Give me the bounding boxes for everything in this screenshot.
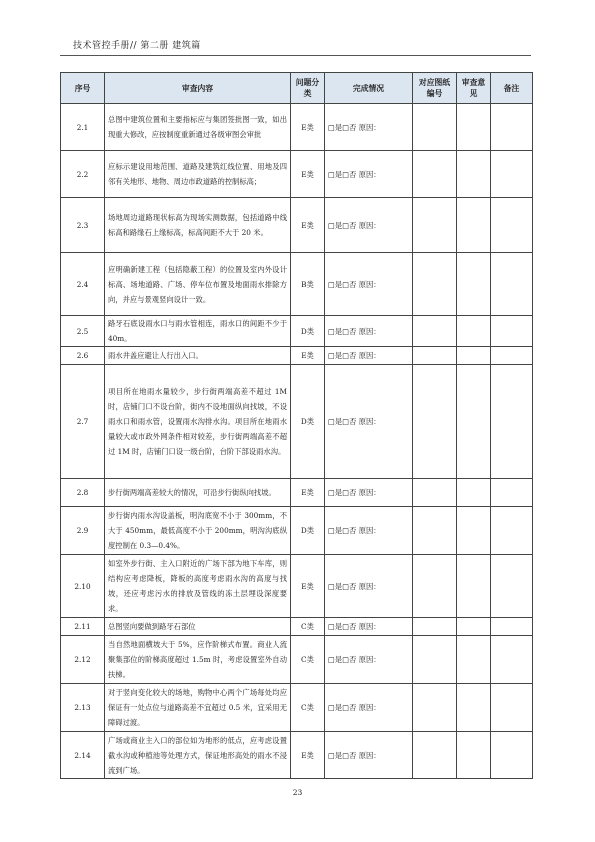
remarks-cell[interactable] xyxy=(491,555,533,618)
drawing-number-cell[interactable] xyxy=(413,365,457,479)
drawing-number-cell[interactable] xyxy=(413,684,457,732)
review-opinion-cell[interactable] xyxy=(457,684,491,732)
table-row xyxy=(61,253,533,316)
completion-status[interactable]: □是□否 原因： xyxy=(325,732,413,779)
remarks-cell[interactable] xyxy=(491,104,533,151)
item-content: 雨水井盖应避让人行出入口。 xyxy=(105,347,291,365)
remarks-cell[interactable] xyxy=(491,316,533,347)
completion-status[interactable]: □是□否 原因： xyxy=(325,151,413,198)
review-opinion-cell[interactable] xyxy=(457,253,491,316)
col-header-remarks: 备注 xyxy=(491,73,533,104)
completion-status[interactable]: □是□否 原因： xyxy=(325,316,413,347)
item-number: 2.11 xyxy=(61,618,105,636)
table-row xyxy=(61,198,533,253)
remarks-cell[interactable] xyxy=(491,347,533,365)
problem-category: E类 xyxy=(291,151,325,198)
review-table xyxy=(60,72,533,779)
item-number: 2.9 xyxy=(61,507,105,555)
review-opinion-cell[interactable] xyxy=(457,732,491,779)
item-content: 如室外步行街、主入口附近的广场下部为地下车库，则结构应考虑降板，降板的高度考虑雨水沟的高度与找坡，还应考虑污水的排放及管线的冻土层埋设深度要求。 xyxy=(105,555,291,618)
table-row xyxy=(61,636,533,684)
table-row xyxy=(61,316,533,347)
problem-category: D类 xyxy=(291,316,325,347)
item-content: 总图中建筑位置和主要指标应与集团签批图一致，如出现重大修改，应按制度重新通过各级审图会审批 xyxy=(105,104,291,151)
remarks-cell[interactable] xyxy=(491,636,533,684)
table-row xyxy=(61,684,533,732)
problem-category: E类 xyxy=(291,555,325,618)
problem-category: E类 xyxy=(291,104,325,151)
drawing-number-cell[interactable] xyxy=(413,732,457,779)
item-content: 项目所在地雨水量较少，步行街两端高差不超过 1M 时，店铺门口不设台阶，街内不设地面纵向找坡，不设雨水口和雨水管，设置雨水沟排水沟。项目所在地雨水量较大或市政外网条件相对较差，步行街两端高差不超过 1M 时，店铺门口设一级台阶，台阶下部设雨水沟。 xyxy=(105,365,291,479)
running-header: 技术管控手册// 第二册 建筑篇 xyxy=(73,41,201,51)
completion-status[interactable]: □是□否 原因： xyxy=(325,618,413,636)
remarks-cell[interactable] xyxy=(491,151,533,198)
remarks-cell[interactable] xyxy=(491,365,533,479)
table-row xyxy=(61,479,533,507)
problem-category: C类 xyxy=(291,618,325,636)
drawing-number-cell[interactable] xyxy=(413,555,457,618)
completion-status[interactable]: □是□否 原因： xyxy=(325,479,413,507)
completion-status[interactable]: □是□否 原因： xyxy=(325,347,413,365)
completion-status[interactable]: □是□否 原因： xyxy=(325,253,413,316)
problem-category: E类 xyxy=(291,347,325,365)
item-number: 2.7 xyxy=(61,365,105,479)
item-content: 当自然地面横坡大于 5%，应作阶梯式布置。商业人流聚集部位的阶梯高度超过 1.5m 时，考虑设置室外自动扶梯。 xyxy=(105,636,291,684)
item-number: 2.6 xyxy=(61,347,105,365)
col-header-opinion: 审查意见 xyxy=(457,73,491,104)
item-number: 2.4 xyxy=(61,253,105,316)
table-row xyxy=(61,732,533,779)
item-number: 2.10 xyxy=(61,555,105,618)
item-number: 2.13 xyxy=(61,684,105,732)
review-opinion-cell[interactable] xyxy=(457,365,491,479)
problem-category: C类 xyxy=(291,684,325,732)
col-header-number: 序号 xyxy=(61,73,105,104)
remarks-cell[interactable] xyxy=(491,253,533,316)
problem-category: E类 xyxy=(291,732,325,779)
remarks-cell[interactable] xyxy=(491,684,533,732)
problem-category: D类 xyxy=(291,507,325,555)
item-number: 2.14 xyxy=(61,732,105,779)
item-content: 应明确新建工程（包括隐蔽工程）的位置及室内外设计标高、场地道路、广场、停车位布置及地面雨水排除方向，并应与景观竖向设计一致。 xyxy=(105,253,291,316)
review-opinion-cell[interactable] xyxy=(457,347,491,365)
item-number: 2.2 xyxy=(61,151,105,198)
completion-status[interactable]: □是□否 原因： xyxy=(325,198,413,253)
drawing-number-cell[interactable] xyxy=(413,253,457,316)
table-row xyxy=(61,151,533,198)
table-row xyxy=(61,347,533,365)
review-opinion-cell[interactable] xyxy=(457,618,491,636)
item-content: 总图竖向要做到路牙石部位 xyxy=(105,618,291,636)
item-content: 步行街两端高差较大的情况，可沿步行街纵向找坡。 xyxy=(105,479,291,507)
review-opinion-cell[interactable] xyxy=(457,151,491,198)
completion-status[interactable]: □是□否 原因： xyxy=(325,555,413,618)
completion-status[interactable]: □是□否 原因： xyxy=(325,365,413,479)
item-content: 路牙石底设雨水口与雨水管相连，雨水口的间距不少于 40m。 xyxy=(105,316,291,347)
review-opinion-cell[interactable] xyxy=(457,555,491,618)
review-opinion-cell[interactable] xyxy=(457,636,491,684)
table-row xyxy=(61,365,533,479)
table-row xyxy=(61,618,533,636)
review-opinion-cell[interactable] xyxy=(457,198,491,253)
col-header-status: 完成情况 xyxy=(325,73,413,104)
review-opinion-cell[interactable] xyxy=(457,479,491,507)
drawing-number-cell[interactable] xyxy=(413,316,457,347)
remarks-cell[interactable] xyxy=(491,507,533,555)
item-content: 应标示建设用地范围、道路及建筑红线位置、用地及四邻有关地形、地物、周边市政道路的控制标高； xyxy=(105,151,291,198)
item-content: 对于竖向变化较大的场地，购物中心两个广场每处均应保证有一处点位与道路高差不宜超过 0.5 米，宜采用无障碍过渡。 xyxy=(105,684,291,732)
remarks-cell[interactable] xyxy=(491,198,533,253)
problem-category: D类 xyxy=(291,365,325,479)
drawing-number-cell[interactable] xyxy=(413,636,457,684)
item-content: 广场或商业主入口的部位如为地形的低点，应考虑设置截水沟或种植池等处理方式，保证地形高处的雨水不浸流到广场。 xyxy=(105,732,291,779)
drawing-number-cell[interactable] xyxy=(413,347,457,365)
drawing-number-cell[interactable] xyxy=(413,507,457,555)
table-row xyxy=(61,104,533,151)
completion-status[interactable]: □是□否 原因： xyxy=(325,636,413,684)
table-row xyxy=(61,555,533,618)
completion-status[interactable]: □是□否 原因： xyxy=(325,684,413,732)
drawing-number-cell[interactable] xyxy=(413,104,457,151)
remarks-cell[interactable] xyxy=(491,618,533,636)
problem-category: E类 xyxy=(291,479,325,507)
drawing-number-cell[interactable] xyxy=(413,479,457,507)
item-number: 2.1 xyxy=(61,104,105,151)
review-opinion-cell[interactable] xyxy=(457,104,491,151)
col-header-drawing-no: 对应图纸编号 xyxy=(413,73,457,104)
header-rule xyxy=(60,55,531,56)
remarks-cell[interactable] xyxy=(491,732,533,779)
col-header-content: 审查内容 xyxy=(105,73,291,104)
item-number: 2.12 xyxy=(61,636,105,684)
page-number: 23 xyxy=(292,788,303,797)
table-row xyxy=(61,507,533,555)
drawing-number-cell[interactable] xyxy=(413,618,457,636)
problem-category: C类 xyxy=(291,636,325,684)
problem-category: E类 xyxy=(291,198,325,253)
table-header-row xyxy=(61,73,533,104)
completion-status[interactable]: □是□否 原因： xyxy=(325,104,413,151)
item-number: 2.5 xyxy=(61,316,105,347)
remarks-cell[interactable] xyxy=(491,479,533,507)
problem-category: B类 xyxy=(291,253,325,316)
item-number: 2.8 xyxy=(61,479,105,507)
drawing-number-cell[interactable] xyxy=(413,198,457,253)
item-content: 步行街内雨水沟设盖板，明沟底宽不小于 300mm，不大于 450mm，最低高度不小于 200mm，明沟沟底纵度控制在 0.3—0.4%。 xyxy=(105,507,291,555)
review-opinion-cell[interactable] xyxy=(457,316,491,347)
col-header-category: 问题分类 xyxy=(291,73,325,104)
completion-status[interactable]: □是□否 原因： xyxy=(325,507,413,555)
drawing-number-cell[interactable] xyxy=(413,151,457,198)
table-body xyxy=(61,104,533,779)
item-content: 场地周边道路现状标高为现场实测数据，包括道路中线标高和路缘石上缘标高，标高间距不大于 20 米。 xyxy=(105,198,291,253)
item-number: 2.3 xyxy=(61,198,105,253)
review-opinion-cell[interactable] xyxy=(457,507,491,555)
